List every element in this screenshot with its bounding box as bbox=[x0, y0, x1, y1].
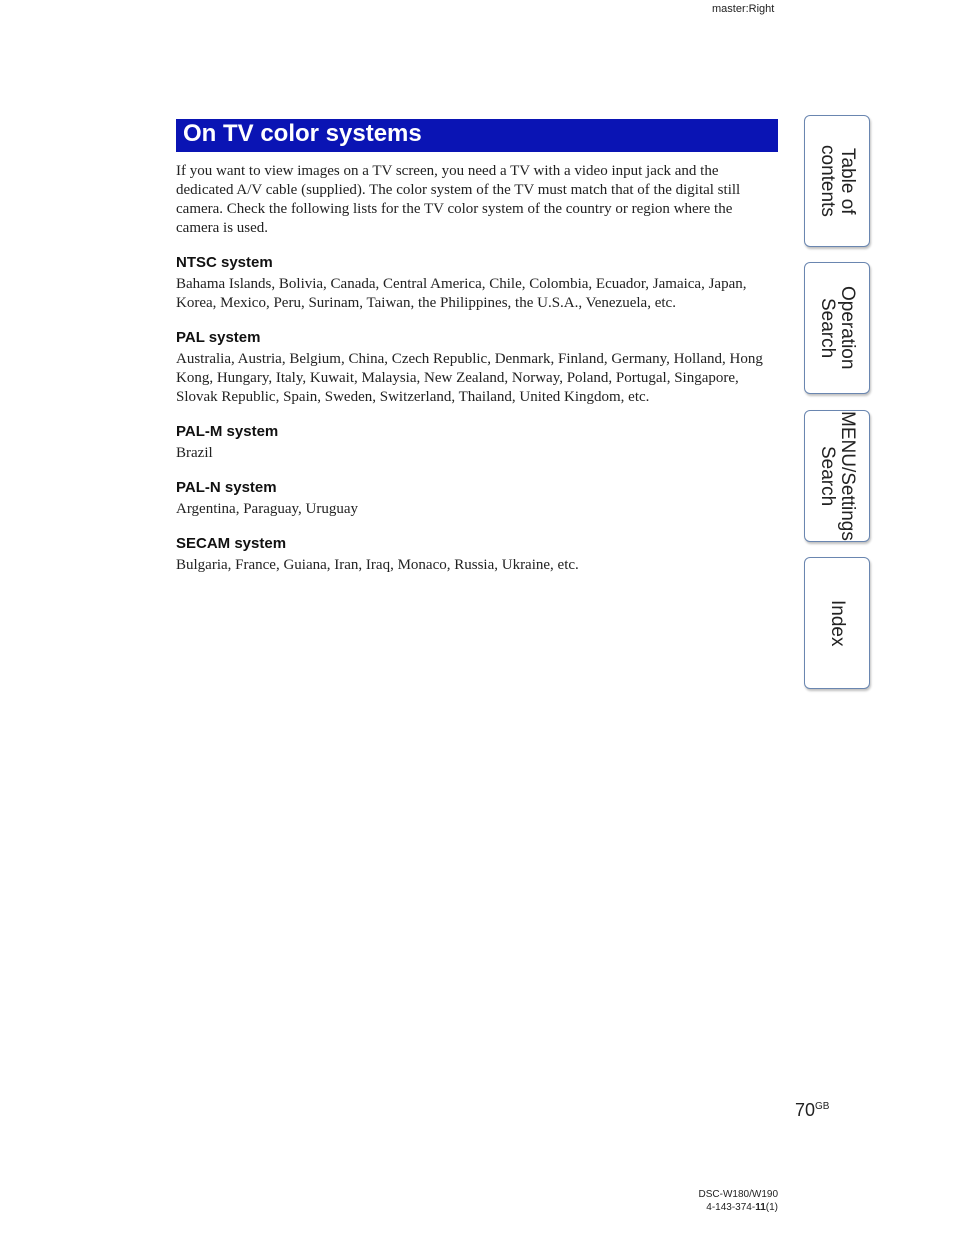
document-code bbox=[690, 1201, 778, 1214]
master-label: master:Right bbox=[712, 3, 775, 15]
model-name: DSC-W180/W190 bbox=[698, 1189, 778, 1200]
code-suffix: (1) bbox=[765, 1202, 778, 1213]
code-prefix: 4-143-374- bbox=[706, 1202, 756, 1213]
tab-label bbox=[817, 286, 857, 369]
tab-label-line: Search bbox=[817, 445, 838, 507]
section-text: Bahama Islands, Bolivia, Canada, Central America, Chile, Colombia, Ecuador, Jamaica, Japan, Korea, Mexico, Peru, Surinam, Taiwan, the Philippines, the U.S.A., Venezuela, etc. bbox=[176, 276, 747, 311]
tab-label-line: Search bbox=[817, 297, 838, 359]
tab-label-line: Index bbox=[827, 599, 848, 647]
tab-operation-search[interactable] bbox=[804, 262, 870, 394]
tab-label-line: Table of bbox=[837, 147, 858, 215]
tab-label-line: MENU/Settings bbox=[837, 411, 858, 541]
section-pal-n bbox=[176, 478, 776, 519]
section-text: Brazil bbox=[176, 445, 213, 461]
code-bold: 11 bbox=[755, 1202, 766, 1213]
section-text: Argentina, Paraguay, Uruguay bbox=[176, 501, 359, 517]
tab-menu-settings-search[interactable] bbox=[804, 410, 870, 542]
section-secam bbox=[176, 534, 776, 575]
section-heading: PAL system bbox=[176, 329, 261, 346]
tab-index[interactable] bbox=[804, 557, 870, 689]
page-number-suffix: GB bbox=[815, 1101, 830, 1112]
tab-label bbox=[817, 411, 857, 541]
tab-label-line: Operation bbox=[837, 286, 858, 370]
section-heading: PAL-M system bbox=[176, 423, 279, 440]
section-ntsc bbox=[176, 253, 776, 313]
tab-label bbox=[817, 145, 857, 217]
model-info bbox=[690, 1188, 778, 1214]
section-text: Bulgaria, France, Guiana, Iran, Iraq, Monaco, Russia, Ukraine, etc. bbox=[176, 557, 579, 573]
tab-table-of-contents[interactable] bbox=[804, 115, 870, 247]
tab-label-line: contents bbox=[817, 145, 838, 217]
section-heading: PAL-N system bbox=[176, 479, 277, 496]
section-pal bbox=[176, 328, 776, 407]
section-heading: NTSC system bbox=[176, 254, 273, 271]
page-number-value: 70 bbox=[795, 1100, 816, 1120]
intro-paragraph: If you want to view images on a TV screen, you need a TV with a video input jack and the dedicated A/V cable (supplied). The color system of the TV must match that of the digital still camera. Check the following lists for the TV color system of the country or region where the camera is used. bbox=[176, 163, 741, 236]
tab-label bbox=[827, 600, 847, 646]
section-heading: SECAM system bbox=[176, 535, 287, 552]
section-text: Australia, Austria, Belgium, China, Czech Republic, Denmark, Finland, Germany, Holland, Hong Kong, Hungary, Italy, Kuwait, Malaysia, New Zealand, Norway, Poland, Portugal, Singapore, Slovak Republic, Spain, Sweden, Switzerland, Thailand, United Kingdom, etc. bbox=[176, 351, 763, 405]
section-pal-m bbox=[176, 422, 776, 463]
page-number bbox=[795, 1100, 829, 1121]
page-title: On TV color systems bbox=[183, 120, 422, 147]
page-title-bar bbox=[176, 119, 778, 152]
main-content bbox=[176, 162, 776, 575]
